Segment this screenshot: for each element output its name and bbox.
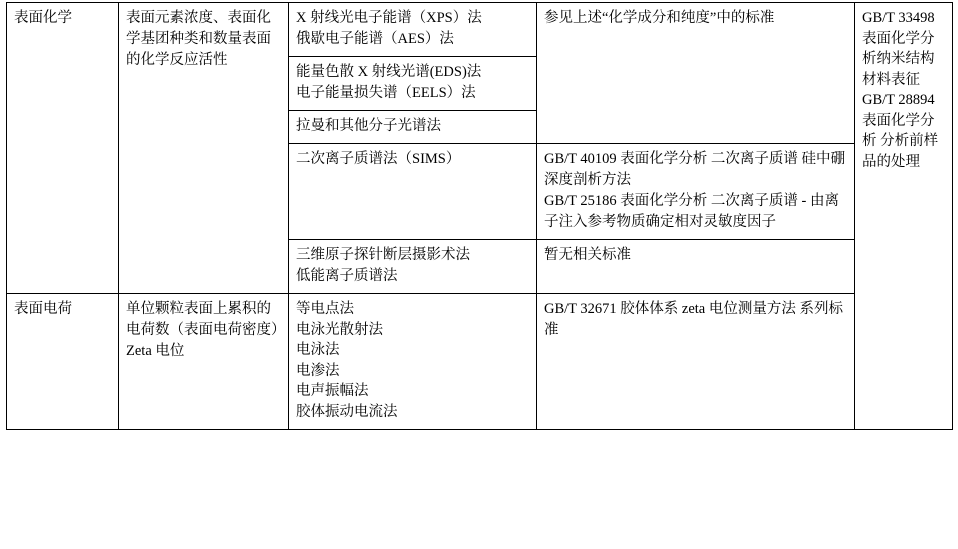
document-page <box>0 2 958 549</box>
cell-category-surface-charge: 表面电荷 <box>7 294 119 429</box>
method-line: 电泳光散射法 <box>296 321 383 338</box>
method-line: 电渗法 <box>296 362 340 379</box>
property-line: Zeta 电位 <box>126 343 185 360</box>
property-line: 单位颗粒表面上累积的电荷数（表面电荷密度） <box>126 301 286 339</box>
method-line: 低能离子质谱法 <box>296 268 398 285</box>
overall-standard-line: GB/T 33498 表面化学分析纳米结构材料表征 <box>862 10 935 88</box>
cell-standard-reference-note: 参见上述“化学成分和纯度”中的标准 <box>537 3 855 144</box>
method-line: 俄歇电子能谱（AES）法 <box>296 31 454 48</box>
table-row <box>7 3 953 57</box>
standards-table <box>6 2 953 430</box>
cell-method-xps-aes <box>289 3 537 57</box>
method-line: 三维原子探针断层摄影术法 <box>296 247 470 264</box>
standard-line: GB/T 25186 表面化学分析 二次离子质谱 - 由离子注入参考物质确定相对灵敏度因子 <box>544 193 839 231</box>
method-line: 胶体振动电流法 <box>296 404 398 421</box>
method-line: 拉曼和其他分子光谱法 <box>296 118 441 135</box>
cell-overall-standards <box>855 3 953 430</box>
cell-standard-zeta: GB/T 32671 胶体体系 zeta 电位测量方法 系列标准 <box>537 294 855 429</box>
overall-standard-line: GB/T 28894 表面化学分析 分析前样品的处理 <box>862 92 939 171</box>
method-line: X 射线光电子能谱（XPS）法 <box>296 10 482 26</box>
method-line: 电子能量损失谱（EELS）法 <box>296 85 476 102</box>
method-line: 能量色散 X 射线光谱(EDS)法 <box>296 64 482 81</box>
cell-category-surface-chemistry: 表面化学 <box>7 3 119 294</box>
standard-line: GB/T 40109 表面化学分析 二次离子质谱 硅中硼深度剖析方法 <box>544 151 846 189</box>
cell-property-surface-charge <box>119 294 289 429</box>
cell-method-sims <box>289 144 537 240</box>
cell-method-eds-eels <box>289 57 537 111</box>
cell-standard-sims <box>537 144 855 240</box>
table-body <box>7 3 953 430</box>
method-line: 电声振幅法 <box>296 383 369 400</box>
cell-method-atom-probe <box>289 240 537 294</box>
cell-property-surface-chemistry: 表面元素浓度、表面化学基团种类和数量表面的化学反应活性 <box>119 3 289 294</box>
method-line: 等电点法 <box>296 301 354 318</box>
method-line: 二次离子质谱法（SIMS） <box>296 151 461 168</box>
cell-standard-none: 暂无相关标准 <box>537 240 855 294</box>
cell-method-raman <box>289 111 537 144</box>
method-line: 电泳法 <box>296 342 340 359</box>
cell-method-surface-charge <box>289 294 537 429</box>
